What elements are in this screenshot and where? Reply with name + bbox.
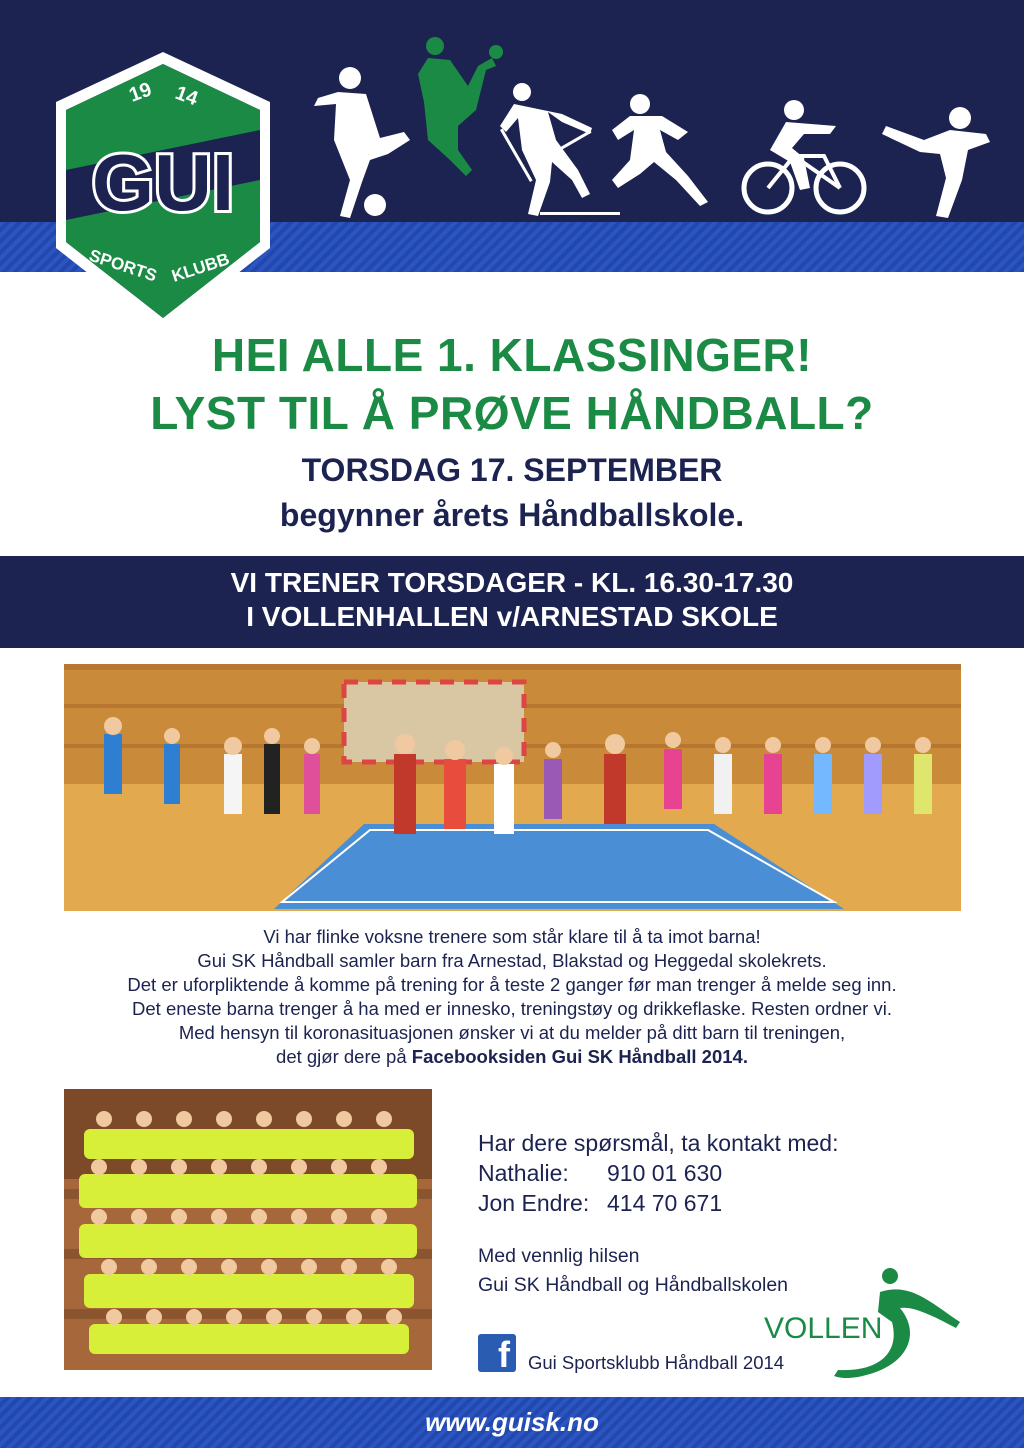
logo-klubb-word: KLUBB [169,249,232,286]
facebook-page-reference: Facebooksiden Gui SK Håndball 2014. [411,1046,748,1067]
sports-silhouettes [300,30,1010,225]
training-band [0,556,1024,648]
info-line-2: Gui SK Håndball samler barn fra Arnestad, Blakstad og Heggedal skolekrets. [197,950,827,971]
contact-name: Jon Endre: [478,1190,590,1216]
facebook-glyph: f [498,1334,510,1375]
facebook-page-label[interactable]: Gui Sportsklubb Håndball 2014 [528,1352,785,1373]
contact-phone: 414 70 671 [607,1190,723,1216]
info-line-5: Med hensyn til koronasituasjonen ønsker vi at du melder på ditt barn til treningen, [178,1022,846,1043]
facebook-row[interactable] [478,1332,784,1374]
logo-year-left: 19 [126,78,155,107]
contact-name: Nathalie: [478,1160,569,1186]
gym-photo [64,664,961,911]
training-line-2: I VOLLENHALLEN v/ARNESTAD SKOLE [246,601,778,632]
contact-heading: Har dere spørsmål, ta kontakt med: [478,1130,839,1156]
headline-line-1: HEI ALLE 1. KLASSINGER! [211,329,813,381]
greeting-line-1: Med vennlig hilsen [478,1245,640,1267]
info-line-6 [40,1045,984,1069]
handball-jumper-icon [418,37,503,176]
cyclist-icon [744,100,864,212]
contact-phone: 910 01 630 [607,1160,723,1186]
gui-sportsklubb-logo [52,50,274,334]
training-line-1: VI TRENER TORSDAGER - KL. 16.30-17.30 [230,567,794,598]
team-photo [64,1089,432,1370]
logo-year-right: 14 [172,82,201,111]
contact-block [478,1128,918,1218]
info-line-6-prefix: det gjør dere på [276,1046,412,1067]
soccer-player-icon [314,67,410,218]
contact-row [478,1158,918,1188]
footer-band [0,1397,1024,1448]
karate-icon [882,107,990,218]
headline-line-2: LYST TIL Å PRØVE HÅNDBALL? [150,387,874,439]
skier-icon [500,83,620,216]
date-line-2: begynner årets Håndballskole. [279,497,745,533]
website-link[interactable]: www.guisk.no [425,1407,599,1437]
contact-row [478,1188,918,1218]
vollen-logo-text: VOLLEN [764,1312,883,1345]
info-line-3: Det er uforpliktende å komme på trening for å teste 2 ganger før man trenger å melde seg inn. [127,974,897,995]
info-text-block [40,925,984,1069]
date-line-1: TORSDAG 17. SEPTEMBER [301,452,723,488]
info-line-1: Vi har flinke voksne trenere som står klare til å ta imot barna! [263,926,761,947]
logo-letters: GUI [91,138,235,227]
runner-icon [612,94,708,206]
greeting-line-2: Gui SK Håndball og Håndballskolen [478,1274,789,1296]
logo-sports-word: SPORTS [86,245,160,286]
info-line-4: Det eneste barna trenger å ha med er innesko, treningstøy og drikkeflaske. Resten ordner vi. [132,998,892,1019]
facebook-icon[interactable] [478,1334,516,1375]
vollen-logo [760,1262,966,1388]
